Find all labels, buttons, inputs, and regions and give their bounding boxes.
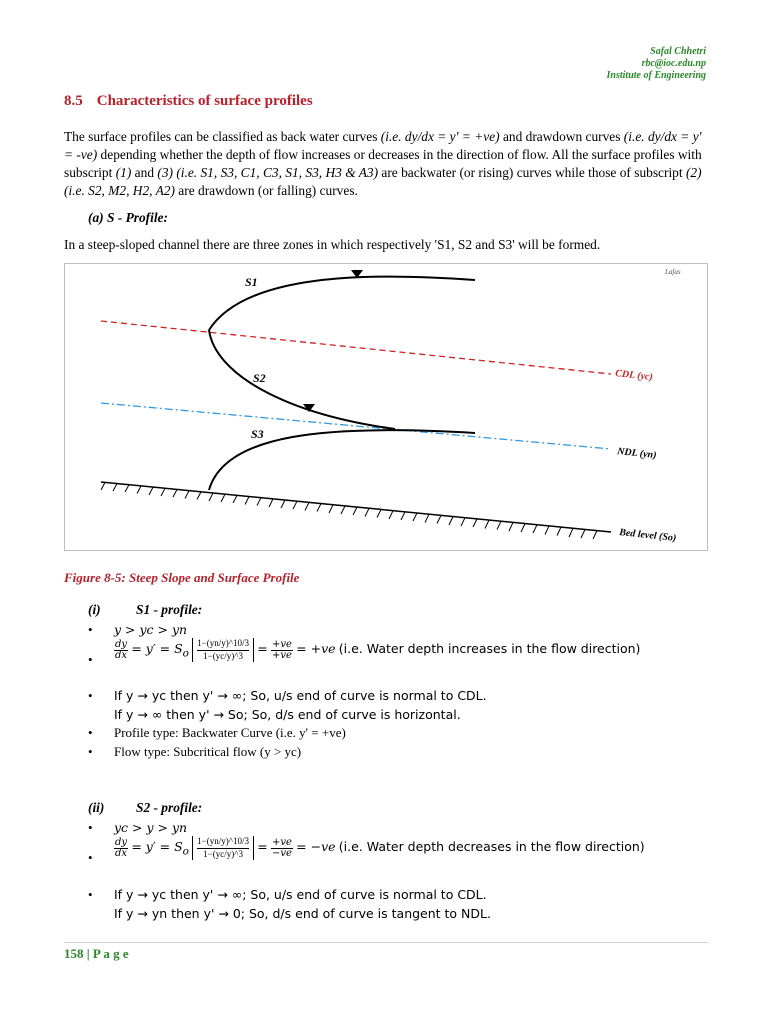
bed-line — [101, 482, 611, 532]
intro-italic-2: (i.e. dy/dx = y' = -ve) — [64, 129, 702, 162]
footer-divider — [64, 942, 708, 943]
s2-eq-den: 1−(yc/y)^3 — [203, 849, 243, 859]
s1-eq-num: 1−(yn/y)^10/3 — [197, 638, 249, 651]
intro-text-5: are backwater (or rising) curves while those of subscript — [378, 165, 686, 180]
label-ndl: NDL (yn) — [616, 446, 657, 462]
intro-italic-5: (2) (i.e. S2, M2, H2, A2) — [64, 165, 702, 198]
s2-limit-1: If y → yc then y' → ∞; So, u/s end of curve is normal to CDL. — [114, 887, 487, 902]
intro-text-4: and — [131, 165, 158, 180]
s2-heading — [88, 800, 203, 816]
s2-condition: yc > y > yn — [114, 820, 188, 835]
page-footer: 158 | P a g e — [64, 946, 129, 961]
section-title — [64, 93, 327, 110]
label-cdl: CDL (yc) — [614, 368, 654, 383]
intro-text-6: are drawdown (or falling) curves. — [174, 183, 358, 198]
label-s1: S1 — [245, 275, 258, 289]
author-email: rbc@ioc.edu.np — [641, 58, 706, 69]
s1-heading-text: S1 - profile: — [136, 602, 203, 617]
label-s3: S3 — [251, 427, 264, 441]
s1-slope-note: (i.e. Water depth increases in the flow direction) — [338, 640, 641, 656]
s1-profile-type: Profile type: Backwater Curve (i.e. y' = +ve) — [114, 725, 346, 740]
section-title-text: Characteristics of surface profiles — [96, 93, 313, 109]
s2-slope-note: (i.e. Water depth decreases in the flow direction) — [338, 838, 645, 854]
s2-limit-2: If y → yn then y' → 0; So, d/s end of curve is tangent to NDL. — [114, 906, 491, 921]
institute-name: Institute of Engineering — [606, 70, 706, 81]
intro-italic-3: (1) — [115, 165, 132, 180]
s1-limit-1: If y → yc then y' → ∞; So, u/s end of curve is normal to CDL. — [114, 688, 487, 703]
intro-paragraph — [64, 128, 708, 200]
intro-text-3: depending whether the depth of flow increases or decreases in the direction of flow. All the surface profiles with subscript — [64, 147, 702, 180]
s1-heading-num: (i) — [88, 602, 101, 617]
intro-italic-4: (3) (i.e. S1, S3, C1, C3, S1, S3, H3 & A3) — [157, 165, 379, 180]
s1-flow-type: Flow type: Subcritical flow (y > yc) — [114, 744, 302, 759]
figure-caption: Figure 8-5: Steep Slope and Surface Profile — [64, 570, 300, 585]
s-profile-text: In a steep-sloped channel there are three zones in which respectively 'S1, S2 and S3' will be formed. — [64, 237, 601, 252]
page-header — [607, 46, 706, 82]
intro-italic-1: (i.e. dy/dx = y' = +ve) — [380, 129, 500, 144]
s1-condition: y > yc > yn — [114, 622, 188, 637]
s2-heading-text: S2 - profile: — [136, 800, 203, 815]
figure-watermark: Lafas — [665, 268, 681, 276]
s2-curve — [209, 330, 395, 429]
cdl-line — [101, 321, 611, 374]
s2-heading-num: (ii) — [88, 800, 105, 815]
label-s2: S2 — [253, 371, 266, 385]
intro-text-2: and drawdown curves — [499, 129, 624, 144]
ndl-line — [101, 403, 611, 449]
s-profile-heading: (a) S - Profile: — [88, 210, 168, 225]
author-name: Safal Chhetri — [650, 46, 706, 57]
s1-heading — [88, 602, 203, 618]
s3-curve — [209, 430, 475, 490]
s1-limit-2: If y → ∞ then y' → So; So, d/s end of curve is horizontal. — [114, 707, 461, 722]
s1-slope-sign: = +ve — [296, 640, 336, 656]
s2-eq-num: 1−(yn/y)^10/3 — [197, 836, 249, 849]
intro-text-1: The surface profiles can be classified as back water curves — [64, 129, 381, 144]
s1-eq-den: 1−(yc/y)^3 — [203, 651, 243, 661]
s2-slope-sign: = −ve — [296, 838, 336, 854]
figure-svg — [65, 264, 709, 552]
bed-hatching — [101, 482, 597, 539]
section-number: 8.5 — [64, 93, 83, 109]
steep-slope-figure — [64, 263, 708, 551]
label-bed: Bed level (So) — [618, 527, 677, 544]
